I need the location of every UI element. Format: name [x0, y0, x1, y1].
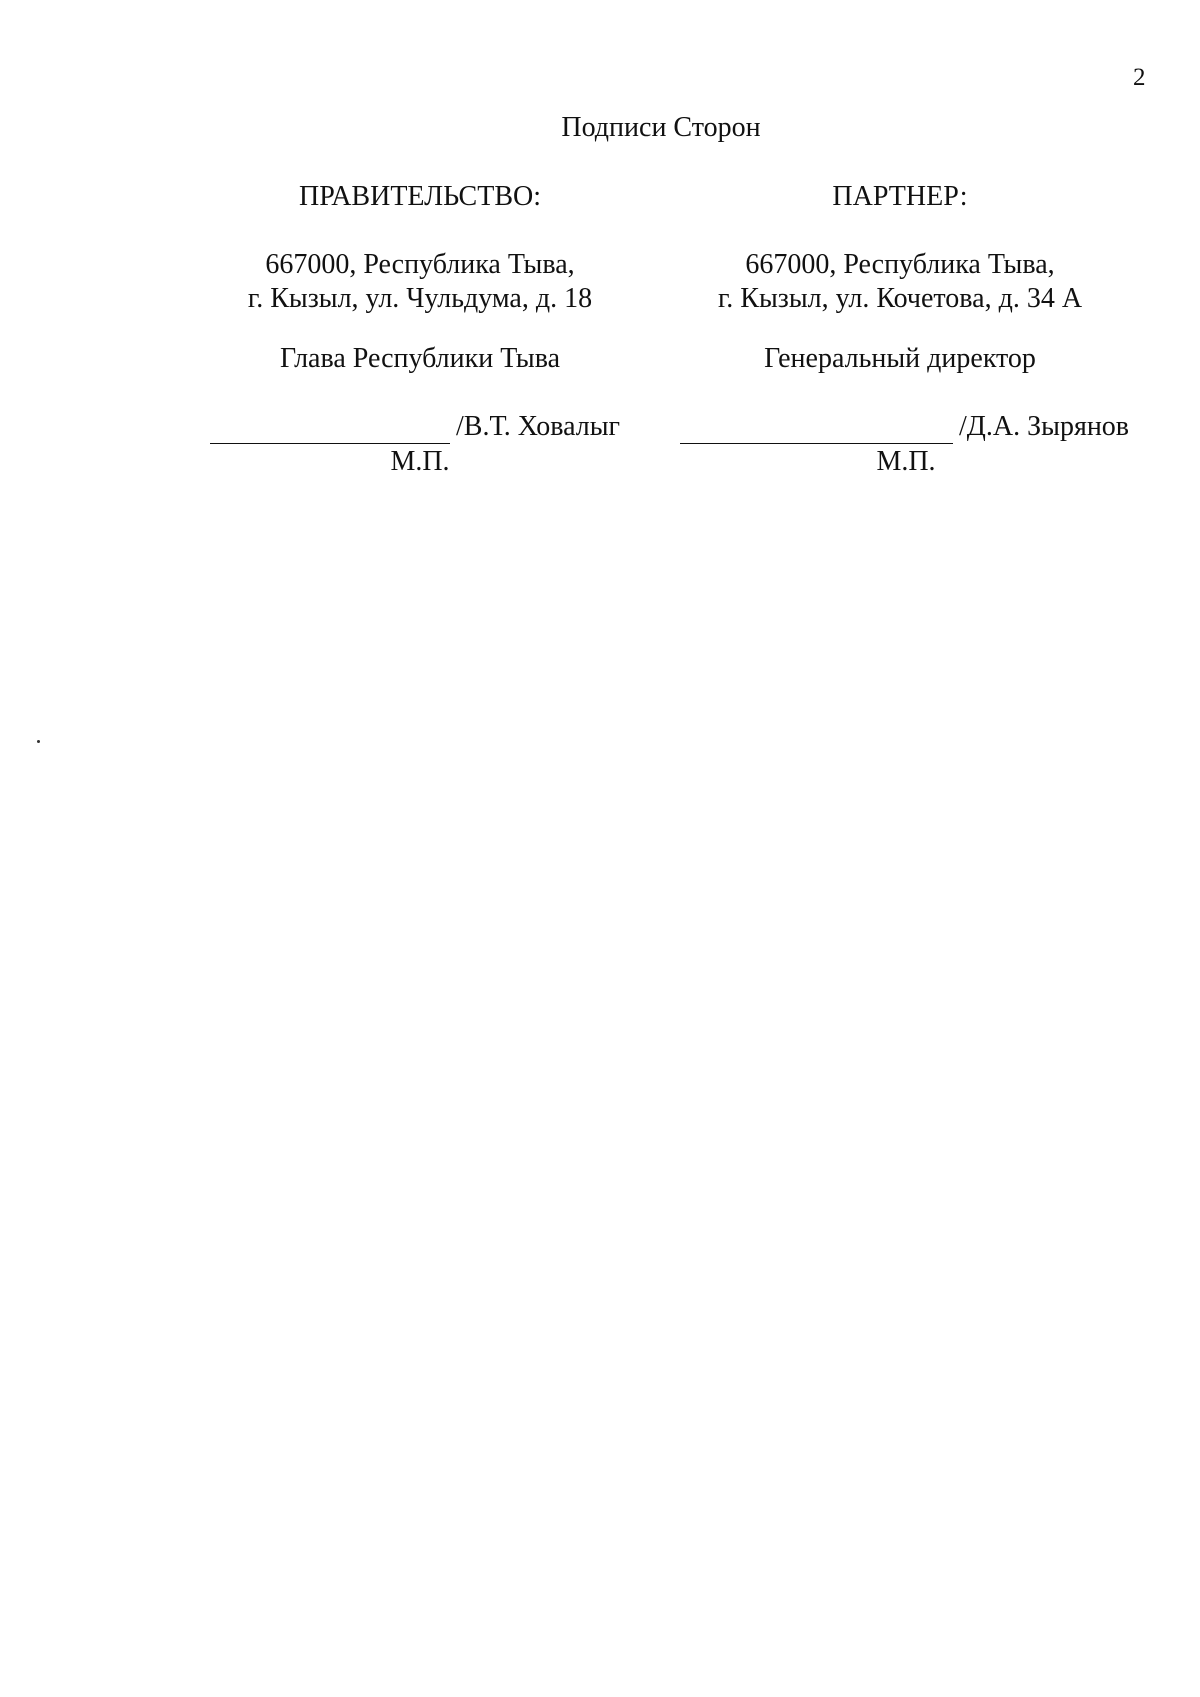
signature-line [210, 415, 450, 444]
signatory-name: /Д.А. Зырянов [959, 411, 1130, 442]
party-government [170, 180, 670, 376]
address-line-1: 667000, Республика Тыва, [745, 249, 1055, 280]
signatures-heading: Подписи Сторон [561, 112, 761, 143]
signature-row-government [210, 410, 620, 444]
stamp-placeholder: М.П. [390, 446, 450, 477]
party-position: Глава Республики Тыва [279, 343, 561, 374]
party-title: ПРАВИТЕЛЬСТВО: [299, 181, 541, 212]
party-address [650, 248, 1150, 316]
party-address [170, 248, 670, 316]
signature-line [680, 415, 953, 444]
party-position: Генеральный директор [764, 343, 1036, 374]
signature-row-partner [680, 410, 1129, 444]
party-title: ПАРТНЕР: [832, 181, 968, 212]
stamp-placeholder: М.П. [876, 446, 936, 477]
page-number: 2 [1133, 64, 1146, 91]
scan-speck [37, 740, 40, 743]
party-partner [650, 180, 1150, 376]
address-line-2: г. Кызыл, ул. Кочетова, д. 34 А [717, 283, 1083, 314]
address-line-1: 667000, Республика Тыва, [265, 249, 575, 280]
address-line-2: г. Кызыл, ул. Чульдума, д. 18 [247, 283, 593, 314]
signatory-name: /В.Т. Ховалыг [456, 411, 621, 442]
